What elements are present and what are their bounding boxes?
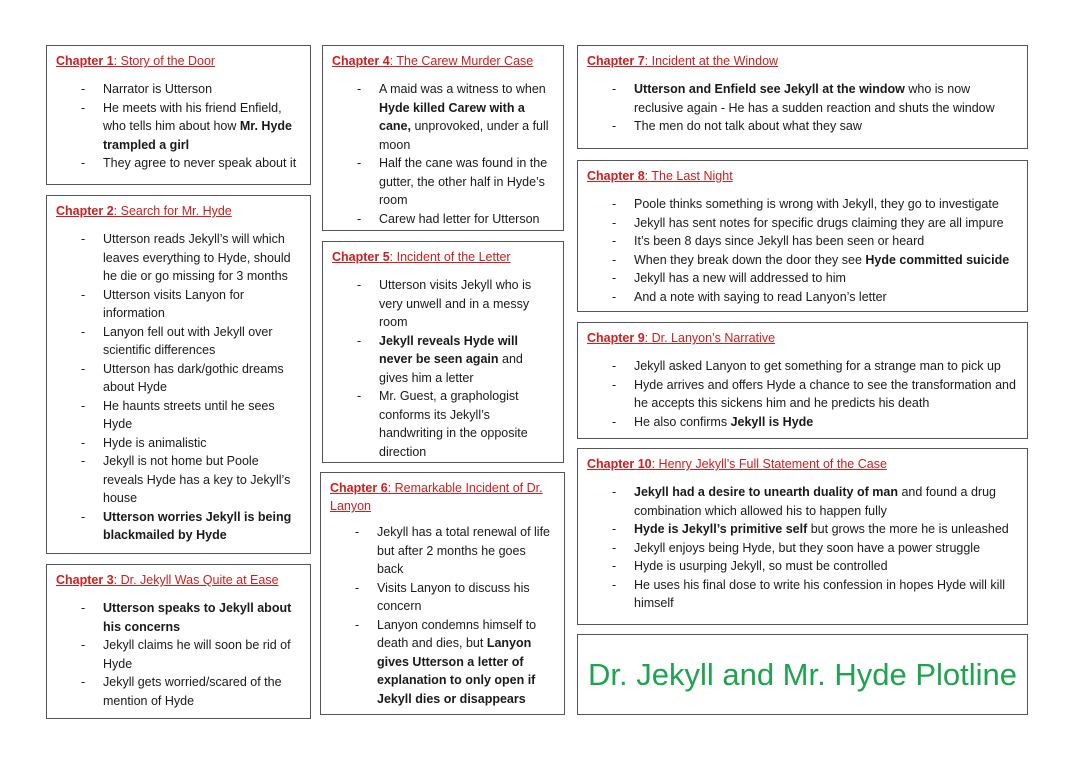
point-list [56, 599, 301, 710]
dash-bullet-icon: - [357, 211, 362, 226]
point-text: When they break down the door they see [634, 252, 866, 267]
bullet-point [587, 269, 1018, 288]
dash-bullet-icon: - [81, 232, 86, 246]
dash-bullet-icon: - [357, 389, 362, 403]
point-text: Utterson visits Lanyon for information [103, 287, 245, 320]
dash-bullet-icon: - [612, 289, 617, 304]
chapter-heading: Chapter 6: Remarkable Incident of Dr. Lanyon [330, 481, 543, 513]
bold-text: Jekyll is Hyde [730, 414, 814, 429]
dash-bullet-icon: - [357, 278, 362, 292]
chapter-3-box [46, 564, 311, 719]
bullet-point [56, 286, 301, 323]
bold-text: Utterson speaks to Jekyll about his concerns [103, 601, 292, 634]
dash-bullet-icon: - [612, 540, 617, 555]
point-text: Hyde is usurping Jekyll, so must be controlled [634, 559, 888, 573]
bullet-point [587, 576, 1018, 613]
point-text: Jekyll has a new will addressed to him [634, 271, 846, 285]
chapter-heading: Chapter 8: The Last Night [587, 169, 733, 183]
bullet-point [587, 520, 1018, 539]
plotline-title-box [577, 634, 1028, 715]
bullet-point [56, 99, 301, 155]
dash-bullet-icon: - [357, 333, 362, 348]
point-text: Mr. Guest, a graphologist conforms its Jekyll’s handwriting in the opposite direction [379, 389, 528, 459]
point-text: and found a drug combination which allowed his to happen fully [634, 485, 996, 518]
point-text: Jekyll asked Lanyon to get something for a strange man to pick up [634, 359, 1001, 373]
bullet-point [587, 288, 1018, 307]
bullet-point [587, 413, 1018, 432]
dash-bullet-icon: - [81, 398, 86, 413]
dash-bullet-icon: - [81, 509, 86, 524]
dash-bullet-icon: - [612, 485, 617, 499]
point-text: They agree to never speak about it [103, 156, 297, 170]
dash-bullet-icon: - [612, 197, 617, 211]
point-text: The men do not talk about what they saw [634, 119, 862, 133]
chapter-heading: Chapter 9: Dr. Lanyon’s Narrative [587, 331, 776, 345]
bullet-point [56, 230, 301, 286]
dash-bullet-icon: - [612, 234, 617, 248]
point-text: Jekyll is not home but Poole reveals Hyde has a key to Jekyll’s house [103, 454, 291, 505]
dash-bullet-icon: - [355, 525, 360, 539]
bullet-point [332, 80, 554, 154]
point-list [56, 80, 301, 173]
bullet-point [56, 452, 301, 508]
bullet-point [587, 214, 1018, 233]
bullet-point [56, 434, 301, 453]
bullet-point [56, 673, 301, 710]
bold-text: Utterson worries Jekyll is being blackmailed by Hyde [103, 509, 292, 542]
dash-bullet-icon: - [612, 559, 617, 573]
bold-text: Jekyll reveals Hyde will never be seen again [379, 333, 518, 366]
page-title: Dr. Jekyll and Mr. Hyde Plotline [587, 657, 1017, 692]
bullet-point [332, 276, 554, 332]
bullet-point [330, 523, 555, 579]
point-text: who is now reclusive again - He has a sudden reaction and shuts the window [634, 82, 995, 115]
point-text: He uses his final dose to write his confession in hopes Hyde will kill himself [634, 577, 1006, 610]
bold-text: Hyde is Jekyll’s primitive self [634, 522, 808, 536]
bullet-point [587, 80, 1018, 117]
dash-bullet-icon: - [612, 119, 617, 133]
dash-bullet-icon: - [612, 359, 617, 373]
point-text: Lanyon fell out with Jekyll over scientific differences [103, 324, 273, 357]
bullet-point [587, 539, 1018, 558]
bold-text: Lanyon gives Utterson a letter of explanation to only open if Jekyll dies or disappears [377, 636, 536, 706]
chapter-4-box [322, 45, 564, 231]
point-text: Jekyll enjoys being Hyde, but they soon have a power struggle [634, 540, 981, 555]
dash-bullet-icon: - [81, 100, 86, 115]
dash-bullet-icon: - [81, 638, 86, 652]
point-text: Utterson visits Jekyll who is very unwell and in a messy room [379, 278, 532, 329]
bold-text: Jekyll had a desire to unearth duality of man [634, 485, 898, 499]
dash-bullet-icon: - [612, 215, 617, 230]
chapter-5-box [322, 241, 564, 463]
point-list [587, 483, 1018, 613]
point-list [332, 80, 554, 228]
chapter-6-box [320, 472, 565, 715]
point-text: Poole thinks something is wrong with Jekyll, they go to investigate [634, 197, 999, 211]
point-text: Carew had letter for Utterson [379, 211, 540, 226]
bullet-point [56, 154, 301, 173]
chapter-1-box [46, 45, 311, 185]
bullet-point [56, 508, 301, 545]
dash-bullet-icon: - [81, 361, 86, 376]
bullet-point [587, 117, 1018, 136]
point-text: Lanyon condemns himself to death and dies, but [377, 617, 537, 650]
dash-bullet-icon: - [81, 324, 86, 339]
dash-bullet-icon: - [81, 601, 86, 615]
chapter-heading: Chapter 2: Search for Mr. Hyde [56, 204, 232, 218]
point-text: unprovoked, under a full moon [379, 119, 549, 152]
dash-bullet-icon: - [612, 377, 617, 392]
chapter-8-box [577, 160, 1028, 312]
bold-text: Mr. Hyde trampled a girl [103, 119, 292, 152]
dash-bullet-icon: - [81, 454, 86, 468]
point-text: Half the cane was found in the gutter, the other half in Hyde’s room [379, 156, 548, 207]
chapter-heading: Chapter 4: The Carew Murder Case [332, 54, 534, 68]
dash-bullet-icon: - [81, 287, 86, 302]
point-text: Utterson has dark/gothic dreams about Hyde [103, 361, 284, 394]
bullet-point [56, 599, 301, 636]
bullet-point [332, 332, 554, 388]
point-text: Jekyll gets worried/scared of the mention of Hyde [103, 675, 282, 708]
point-text: Jekyll has a total renewal of life but after 2 months he goes back [377, 525, 551, 576]
bullet-point [56, 80, 301, 99]
point-text: He haunts streets until he sees Hyde [103, 398, 275, 431]
point-text: Hyde is animalistic [103, 435, 207, 450]
chapter-heading: Chapter 7: Incident at the Window [587, 54, 779, 68]
chapter-7-box [577, 45, 1028, 149]
point-text: Jekyll claims he will soon be rid of Hyde [103, 638, 291, 671]
bullet-point [587, 483, 1018, 520]
bullet-point [56, 636, 301, 673]
dash-bullet-icon: - [357, 156, 362, 170]
dash-bullet-icon: - [81, 82, 86, 96]
bullet-point [332, 210, 554, 229]
chapter-heading: Chapter 10: Henry Jekyll’s Full Statement of the Case [587, 457, 887, 471]
bullet-point [56, 397, 301, 434]
chapter-heading: Chapter 1: Story of the Door [56, 54, 216, 68]
bullet-point [330, 579, 555, 616]
bold-text: Hyde killed Carew with a cane, [379, 100, 525, 133]
bullet-point [332, 154, 554, 210]
point-text: and gives him a letter [379, 352, 523, 385]
point-text: Jekyll has sent notes for specific drugs claiming they are all impure [634, 215, 1004, 230]
bullet-point [330, 616, 555, 709]
point-text: but grows the more he is unleashed [807, 522, 1009, 536]
dash-bullet-icon: - [357, 82, 362, 96]
bullet-point [587, 232, 1018, 251]
bullet-point [587, 251, 1018, 270]
point-list [587, 195, 1018, 306]
dash-bullet-icon: - [81, 435, 86, 450]
point-text: Utterson reads Jekyll’s will which leaves everything to Hyde, should he die or go missing for 3 months [103, 232, 291, 283]
point-list [332, 276, 554, 461]
bold-text: Utterson and Enfield see Jekyll at the window [634, 82, 905, 96]
point-text: Visits Lanyon to discuss his concern [377, 580, 530, 613]
dash-bullet-icon: - [612, 414, 617, 429]
bullet-point [56, 323, 301, 360]
bullet-point [587, 557, 1018, 576]
dash-bullet-icon: - [81, 156, 86, 170]
point-text: Hyde arrives and offers Hyde a chance to see the transformation and he accepts this sickens him and he predicts his death [634, 377, 1016, 410]
bold-text: Hyde committed suicide [865, 252, 1010, 267]
bullet-point [56, 360, 301, 397]
point-list [56, 230, 301, 545]
point-list [587, 357, 1018, 431]
dash-bullet-icon: - [612, 271, 617, 285]
dash-bullet-icon: - [612, 252, 617, 267]
dash-bullet-icon: - [355, 617, 360, 632]
point-text: It’s been 8 days since Jekyll has been seen or heard [634, 234, 925, 248]
point-list [587, 80, 1018, 136]
dash-bullet-icon: - [81, 675, 86, 689]
point-text: Narrator is Utterson [103, 82, 213, 96]
dash-bullet-icon: - [612, 522, 617, 536]
bullet-point [587, 376, 1018, 413]
chapter-9-box [577, 322, 1028, 439]
chapter-2-box [46, 195, 311, 554]
chapter-heading: Chapter 3: Dr. Jekyll Was Quite at Ease [56, 573, 279, 587]
point-list [330, 523, 555, 708]
bullet-point [332, 387, 554, 461]
dash-bullet-icon: - [355, 580, 360, 595]
chapter-10-box [577, 448, 1028, 625]
point-text: And a note with saying to read Lanyon’s letter [634, 289, 887, 304]
bullet-point [587, 357, 1018, 376]
chapter-heading: Chapter 5: Incident of the Letter [332, 250, 511, 264]
bullet-point [587, 195, 1018, 214]
dash-bullet-icon: - [612, 577, 617, 592]
point-text: He meets with his friend Enfield, who tells him about how [103, 100, 282, 133]
point-text: He also confirms [634, 414, 731, 429]
dash-bullet-icon: - [612, 82, 617, 96]
point-text: A maid was a witness to when [379, 82, 546, 96]
